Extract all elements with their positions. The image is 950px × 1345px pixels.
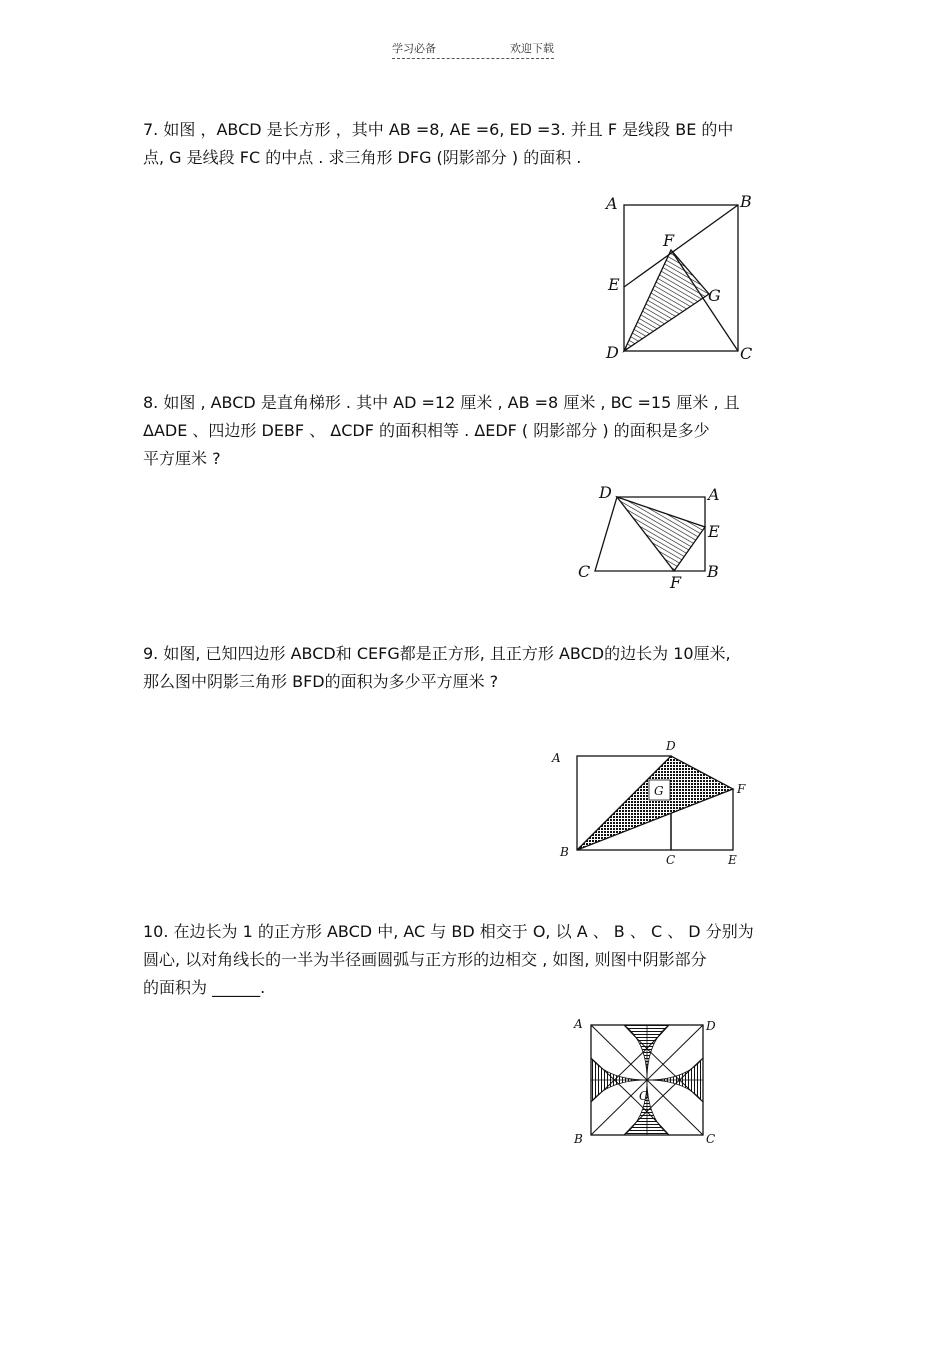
question-9-line-2: 那么图中阴影三角形 BFD的面积为多少平方厘米 ? <box>143 672 499 691</box>
label-c: C <box>578 562 591 581</box>
figure-7-rectangle-diagram <box>600 190 770 365</box>
label-b: B <box>560 845 569 859</box>
label-a: A <box>552 751 561 765</box>
label-a: A <box>708 485 720 504</box>
question-10-line-3: 的面积为 ______. <box>143 978 266 997</box>
label-d: D <box>706 1019 716 1033</box>
figure-10-square-arcs-diagram <box>568 1010 728 1155</box>
question-8-line-3: 平方厘米 ? <box>143 449 221 468</box>
label-c: C <box>706 1132 716 1146</box>
label-e: E <box>608 275 620 294</box>
shaded-triangle-edf <box>617 497 705 571</box>
label-c: C <box>666 853 676 867</box>
label-d: D <box>599 483 612 502</box>
shaded-triangle-dfg <box>624 250 709 351</box>
label-d: D <box>666 739 676 753</box>
figure-8-trapezoid-diagram <box>575 480 735 595</box>
label-d: D <box>606 343 619 362</box>
page-header <box>392 40 554 59</box>
label-f: F <box>663 231 675 250</box>
label-a: A <box>606 194 618 213</box>
question-7-line-1: 7. 如图 ，ABCD 是长方形 ，其中 AB =8, AE =6, ED =3. 并且 F 是线段 BE 的中 <box>143 120 734 139</box>
label-b: B <box>707 562 719 581</box>
question-8-line-1: 8. 如图 , ABCD 是直角梯形 . 其中 AD =12 厘米 , AB =8 厘米 , BC =15 厘米 , 且 <box>143 393 740 412</box>
label-g: G <box>654 784 664 798</box>
label-f: F <box>737 782 746 796</box>
question-9 <box>143 640 808 696</box>
question-7 <box>143 116 808 172</box>
label-o: O <box>639 1089 649 1103</box>
header-right-text: 欢迎下载 <box>510 42 554 55</box>
question-8 <box>143 389 808 473</box>
question-8-line-2: ΔADE 、四边形 DEBF 、 ΔCDF 的面积相等 . ΔEDF ( 阴影部分 ) 的面积是多少 <box>143 421 710 440</box>
label-e: E <box>728 853 737 867</box>
label-a: A <box>574 1017 583 1031</box>
question-7-line-2: 点, G 是线段 FC 的中点 . 求三角形 DFG (阴影部分 ) 的面积 . <box>143 148 582 167</box>
figure-9-squares-diagram <box>550 735 760 870</box>
question-10-line-2: 圆心, 以对角线长的一半为半径画圆弧与正方形的边相交 , 如图, 则图中阴影部分 <box>143 950 707 969</box>
question-10-line-1: 10. 在边长为 1 的正方形 ABCD 中, AC 与 BD 相交于 O, 以 A 、 B 、 C 、 D 分别为 <box>143 922 754 941</box>
question-9-line-1: 9. 如图, 已知四边形 ABCD和 CEFG都是正方形, 且正方形 ABCD的边长为 10厘米, <box>143 644 731 663</box>
header-left-text: 学习必备 <box>392 42 436 55</box>
label-g: G <box>708 286 721 305</box>
shaded-triangle-bfd <box>577 756 733 850</box>
label-c: C <box>740 344 753 363</box>
label-e: E <box>708 522 720 541</box>
label-f: F <box>670 573 682 592</box>
label-b: B <box>574 1132 583 1146</box>
question-10 <box>143 918 808 1002</box>
label-b: B <box>740 192 752 211</box>
